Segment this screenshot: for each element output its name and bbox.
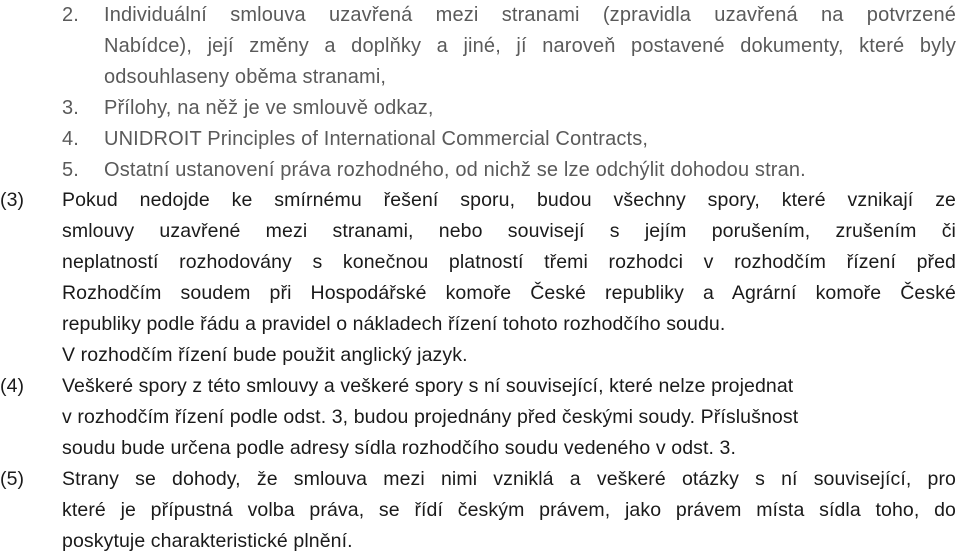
paragraph-text-line: Strany se dohody, že smlouva mezi nimi vzniklá a veškeré otázky s ní související, pro: [62, 468, 956, 490]
paragraph-text-line: Pokud nedojde ke smírnému řešení sporu, budou všechny spory, které vznikají ze: [62, 189, 956, 211]
list-item-text-line: odsouhlaseny oběma stranami,: [104, 66, 387, 88]
paragraph-text-line: soudu bude určena podle adresy sídla rozhodčího soudu vedeného v odst. 3.: [62, 437, 737, 459]
list-item-number: 4.: [62, 128, 79, 150]
paragraph-number: (3): [0, 189, 25, 211]
paragraph-text-line: Rozhodčím soudem při Hospodářské komoře České republiky a Agrární komoře České: [62, 282, 956, 304]
list-item-text-line: Nabídce), její změny a doplňky a jiné, jí naroveň postavené dokumenty, které byly: [104, 35, 956, 57]
paragraph-number: (4): [0, 375, 25, 397]
list-item-number: 5.: [62, 159, 79, 181]
list-item-text-line: Ostatní ustanovení práva rozhodného, od nichž se lze odchýlit dohodou stran.: [104, 159, 806, 181]
list-item-number: 2.: [62, 4, 79, 26]
list-item-number: 3.: [62, 97, 79, 119]
list-item-text-line: UNIDROIT Principles of International Commercial Contracts,: [104, 128, 649, 150]
paragraph-text-line: které je přípustná volba práva, se řídí českým právem, jako právem místa sídla toho, do: [62, 499, 956, 521]
paragraph-text-line: poskytuje charakteristické plnění.: [62, 530, 353, 552]
paragraph-text-line: smlouvy uzavřené mezi stranami, nebo souvisejí s jejím porušením, zrušením či: [62, 220, 956, 242]
list-item-text-line: Přílohy, na něž je ve smlouvě odkaz,: [104, 97, 434, 119]
paragraph-number: (5): [0, 468, 25, 490]
paragraph-text-line: republiky podle řádu a pravidel o nákladech řízení tohoto rozhodčího soudu.: [62, 313, 726, 335]
paragraph-text-line: Veškeré spory z této smlouvy a veškeré spory s ní související, které nelze projednat: [62, 375, 794, 397]
paragraph-text-line: neplatností rozhodovány s konečnou platností třemi rozhodci v rozhodčím řízení před: [62, 251, 956, 273]
paragraph-text-line: v rozhodčím řízení podle odst. 3, budou projednány před českými soudy. Příslušnost: [62, 406, 799, 428]
list-item-text-line: Individuální smlouva uzavřená mezi stranami (zpravidla uzavřená na potvrzené: [104, 4, 956, 26]
paragraph-text-line: V rozhodčím řízení bude použit anglický jazyk.: [62, 344, 468, 366]
